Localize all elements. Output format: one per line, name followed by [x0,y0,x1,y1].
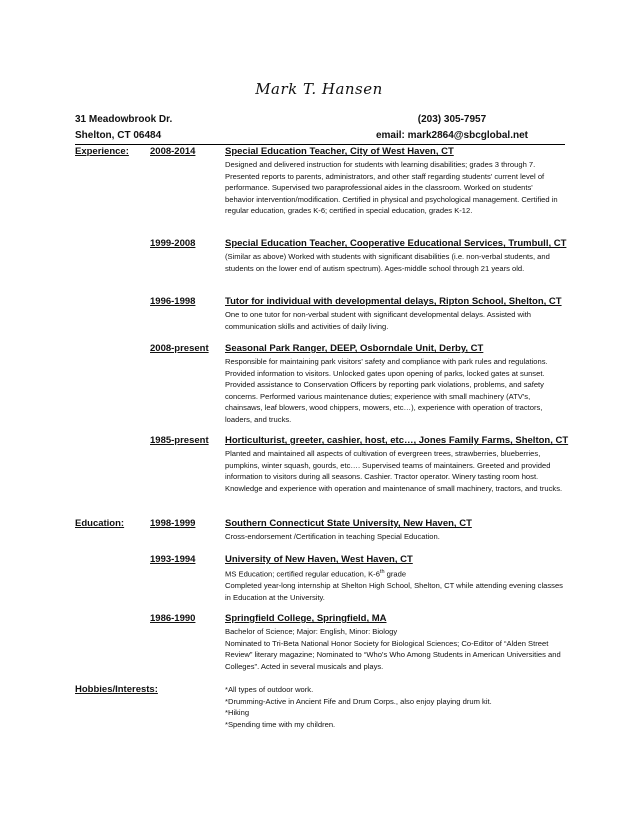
experience-date-1: 2008-2014 [150,146,196,157]
education-date-2: 1993-1994 [150,554,196,565]
education-title-3: Springfield College, Springfield, MA [225,613,387,624]
experience-date-4: 2008-present [150,343,209,354]
education-entry-3 [225,613,563,672]
experience-entry-2 [225,238,567,274]
hobbies-heading: Hobbies/Interests: [75,684,158,695]
experience-date-3: 1996-1998 [150,296,196,307]
address-line-2: Shelton, CT 06484 [75,130,162,141]
experience-title-2: Special Education Teacher, Cooperative Educational Services, Trumbull, CT [225,238,567,249]
hobby-item-4: *Spending time with my children. [225,719,336,729]
experience-title-3: Tutor for individual with developmental delays, Ripton School, Shelton, CT [225,296,562,307]
address-block [75,112,172,144]
experience-desc-3: One to one tutor for non-verbal student with significant developmental delays. Assisted with communication skills and activities of daily living. [225,310,532,331]
experience-heading: Experience: [75,146,129,157]
experience-desc-4: Responsible for maintaining park visitors' safety and compliance with park rules and regulations. Provided information to visitors. Unlocked gates upon opening of parks, locked gates at sunset. Provided assistance to Conservation Officers by reporting park violations, problems, and safety concerns. Performed various maintenance duties; experience with small machinery (ATV's, chainsaws, leaf blowers, wood chippers, mowers, etc…), experience with operation of tractors, loaders, and trucks. [225,357,548,424]
education-date-1: 1998-1999 [150,518,196,529]
hobby-item-2: *Drumming-Active in Ancient Fife and Drum Corps., also enjoy playing drum kit. [225,696,492,706]
experience-title-4: Seasonal Park Ranger, DEEP, Osborndale Unit, Derby, CT [225,343,484,354]
phone-number: (203) 305-7957 [417,114,487,125]
candidate-name: Mark T. Hansen [255,80,383,98]
education-desc-1: Cross-endorsement /Certification in teaching Special Education. [225,532,440,541]
experience-desc-2: (Similar as above) Worked with students with significant disabilities (i.e. non-verbal students, and students on the lower end of autism spectrum). Ages-middle school through 21 years old. [225,252,550,273]
experience-date-5: 1985-present [150,435,209,446]
education-degree-suffix: grade [384,569,407,579]
email-address: email: mark2864@sbcglobal.net [375,130,528,141]
education-entry-2 [225,554,563,603]
hobbies-list [225,684,563,730]
education-desc-2a [225,567,563,580]
grade-superscript: th [379,569,385,575]
experience-desc-5: Planted and maintained all aspects of cultivation of evergreen trees, strawberries, blueberries, pumpkins, winter squash, gourds, etc…. Supervised teams of maintainers. Greeted and provided information to visitors during all seasons. Cashier. Tractor operator. Winery tasting room host. Knowledge and experience with operation and maintenance of small machinery, tractors, and trucks. [225,449,563,493]
contact-block [376,112,528,144]
education-date-3: 1986-1990 [150,613,196,624]
experience-desc-1: Designed and delivered instruction for students with learning disabilities; grades 3 through 7. Presented reports to parents, administrators, and other staff regarding students' current level of performance. Supervised two paraprofessional aides in the classroom. Worked on students' behavior intervention/modification. Certified in physical and psychological management. Certified in regular education, grades K-6; certified in special education, grades K-12. [225,160,558,216]
education-entry-1 [225,518,563,543]
education-title-2: University of New Haven, West Haven, CT [225,554,413,565]
education-desc-3a: Bachelor of Science; Major: English, Minor: Biology [225,627,398,636]
experience-title-1: Special Education Teacher, City of West Haven, CT [225,146,454,157]
experience-entry-5 [225,435,569,494]
experience-entry-3 [225,296,563,332]
experience-title-5: Horticulturist, greeter, cashier, host, etc…, Jones Family Farms, Shelton, CT [225,435,569,446]
education-desc-2b: Completed year-long internship at Shelton High School, Shelton, CT while attending evening classes in Education at the University. [225,581,563,602]
experience-date-2: 1999-2008 [150,238,196,249]
experience-entry-1 [225,146,563,217]
header-divider [75,144,565,145]
education-desc-3b: Nominated to Tri-Beta National Honor Society for Biological Sciences; Co-Editor of “Alden Street Review” literary magazine; Nominated to “Who's Who Among Students in American Universities and Colleges”. Acted in several musicals and plays. [225,638,561,671]
experience-entry-4 [225,343,563,426]
education-degree-text: MS Education; certified regular education, K-6 [225,569,380,579]
address-line-1: 31 Meadowbrook Dr. [75,114,173,125]
hobby-item-3: *Hiking [225,708,250,718]
education-heading: Education: [75,518,125,529]
hobby-item-1: *All types of outdoor work. [225,685,314,694]
education-title-1: Southern Connecticut State University, New Haven, CT [225,518,472,529]
